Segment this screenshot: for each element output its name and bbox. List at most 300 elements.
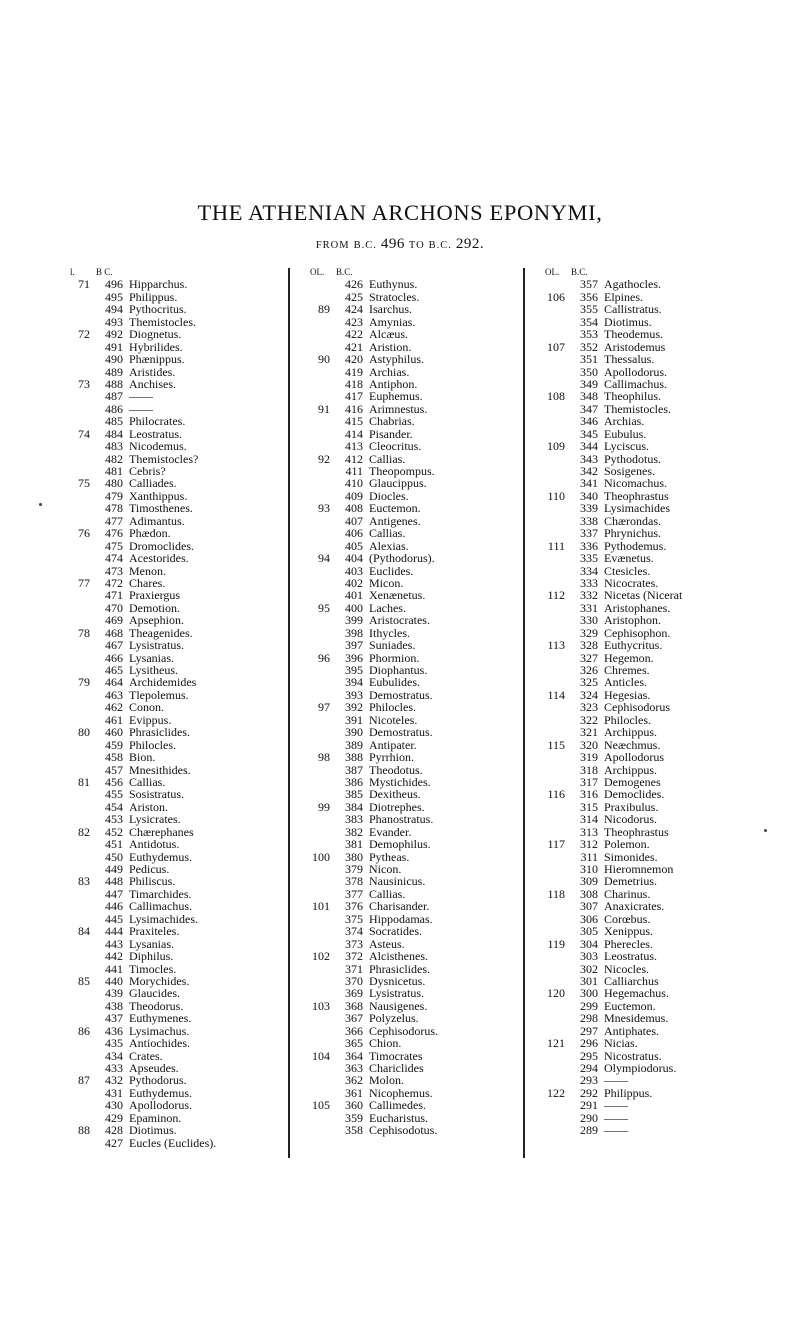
archon-name: Cephisodotus.: [369, 1123, 438, 1138]
archon-name: Corœbus.: [604, 911, 651, 926]
year-bc: 409: [345, 488, 363, 503]
archon-name: Theophrastus: [604, 824, 669, 839]
year-bc: 400: [345, 600, 363, 615]
archon-name: Ctesicles.: [604, 563, 651, 578]
archon-name: Lysanias.: [129, 650, 174, 665]
year-bc: 370: [345, 973, 363, 988]
archon-row: [60, 415, 292, 427]
year-bc: 421: [345, 339, 363, 354]
archon-row: [300, 813, 532, 825]
archon-name: Tlepolemus.: [129, 687, 189, 702]
year-bc: 292: [580, 1085, 598, 1100]
archon-row: [300, 1012, 532, 1024]
year-bc: 486: [105, 401, 123, 416]
archon-row: [535, 303, 767, 315]
archon-name: Philippus.: [129, 289, 178, 304]
year-bc: 442: [105, 949, 123, 964]
year-bc: 327: [580, 650, 598, 665]
year-bc: 339: [580, 501, 598, 516]
archon-name: Evander.: [369, 824, 412, 839]
year-bc: 478: [105, 501, 123, 516]
archon-name: Antipater.: [369, 737, 417, 752]
year-bc: 303: [580, 949, 598, 964]
archon-name: Pherecles.: [604, 936, 653, 951]
archon-name: Praxiergus: [129, 588, 181, 603]
archon-row: [60, 676, 292, 688]
archon-column-1: [60, 266, 292, 1149]
archon-row: [60, 851, 292, 863]
year-bc: 318: [580, 762, 598, 777]
year-bc: 441: [105, 961, 123, 976]
year-bc: 463: [105, 687, 123, 702]
archon-name: Cephisodorus.: [369, 1023, 438, 1038]
archon-name: Chærephanes: [129, 824, 194, 839]
year-bc: 394: [345, 675, 363, 690]
archon-row: [535, 676, 767, 688]
year-bc: 416: [345, 401, 363, 416]
archon-name: Cephisodorus: [604, 700, 670, 715]
archon-name: Ithycles.: [369, 625, 410, 640]
archon-row: [535, 1012, 767, 1024]
olympiad-number: 114: [547, 687, 565, 702]
year-bc: 431: [105, 1085, 123, 1100]
olympiad-number: 103: [312, 998, 330, 1013]
archon-row: [300, 403, 532, 415]
archon-name: Elpines.: [604, 289, 643, 304]
archon-name: Callimedes.: [369, 1098, 426, 1113]
year-bc: 465: [105, 663, 123, 677]
archon-row: [535, 1112, 767, 1124]
subtitle-bc-start: B.C.: [353, 240, 377, 251]
archon-name: Anaxicrates.: [604, 899, 665, 914]
archon-name: Evænetus.: [604, 551, 654, 566]
year-bc: 358: [345, 1123, 363, 1138]
year-bc: 306: [580, 911, 598, 926]
archon-row: [60, 278, 292, 290]
year-bc: 412: [345, 451, 363, 466]
archon-row: [60, 639, 292, 651]
year-bc: 425: [345, 289, 363, 304]
olympiad-number: 72: [78, 327, 90, 342]
archon-name: Leostratus.: [604, 949, 657, 964]
year-bc: 369: [345, 986, 363, 1001]
archon-name: Theagenides.: [129, 625, 193, 640]
archon-row: [60, 328, 292, 340]
year-bc: 389: [345, 737, 363, 752]
olympiad-number: 93: [318, 501, 330, 516]
year-bc: 311: [580, 849, 598, 864]
archon-row: [60, 366, 292, 378]
year-bc: 458: [105, 750, 123, 765]
archon-row: [60, 838, 292, 850]
archon-row: [535, 1037, 767, 1049]
archon-row: [60, 1124, 292, 1136]
year-bc: 319: [580, 750, 598, 765]
year-bc: 411: [345, 464, 363, 478]
year-bc: 300: [580, 986, 598, 1001]
olympiad-number: 94: [318, 551, 330, 566]
header-year-bc: B.C.: [336, 267, 353, 277]
archon-name: Callimachus.: [604, 376, 667, 391]
year-bc: 427: [105, 1135, 123, 1150]
year-bc: 451: [105, 837, 123, 852]
archon-row: [60, 875, 292, 887]
olympiad-number: 81: [78, 774, 90, 789]
archon-row: [60, 477, 292, 489]
archon-row: [60, 900, 292, 912]
archon-name: Astyphilus.: [369, 352, 425, 367]
archon-row: [60, 813, 292, 825]
year-bc: 432: [105, 1073, 123, 1088]
archon-row: [60, 925, 292, 937]
year-bc: 456: [105, 774, 123, 789]
year-bc: 475: [105, 538, 123, 553]
archon-name: Pythodotus.: [604, 451, 662, 466]
archon-row: [300, 527, 532, 539]
archon-name: Nicostratus.: [604, 1048, 662, 1063]
archon-name: Theophrastus: [604, 488, 669, 503]
archon-name: Philippus.: [604, 1085, 653, 1100]
year-bc: 396: [345, 650, 363, 665]
archon-name: Chion.: [369, 1036, 402, 1051]
archon-row: [60, 440, 292, 452]
year-bc: 332: [580, 588, 598, 603]
archon-row: [535, 652, 767, 664]
year-bc: 314: [580, 812, 598, 827]
archon-row: [300, 477, 532, 489]
archon-name: Aristides.: [129, 364, 176, 379]
archon-name: Arimnestus.: [369, 401, 428, 416]
year-bc: 406: [345, 526, 363, 541]
archon-row: [60, 378, 292, 390]
year-bc: 368: [345, 998, 363, 1013]
archon-name: Eubulides.: [369, 675, 420, 690]
archon-name: Nicodorus.: [604, 812, 657, 827]
archon-name: Pythocritus.: [129, 302, 187, 317]
archon-name: Dysnicetus.: [369, 973, 426, 988]
archon-row: [300, 1037, 532, 1049]
archon-row: [535, 987, 767, 999]
archon-name: Timocles.: [129, 961, 177, 976]
archon-name: Nicias.: [604, 1036, 638, 1051]
year-bc: 418: [345, 376, 363, 391]
archon-name: Dexitheus.: [369, 787, 421, 802]
year-bc: 321: [580, 725, 598, 740]
archon-row: [300, 303, 532, 315]
archon-name: Lysimachus.: [129, 1023, 190, 1038]
olympiad-number: 84: [78, 924, 90, 939]
archon-name: Hegemachus.: [604, 986, 669, 1001]
archon-name: Nicophemus.: [369, 1085, 433, 1100]
olympiad-number: 119: [547, 936, 565, 951]
archon-row: [300, 440, 532, 452]
archon-row: [300, 502, 532, 514]
year-bc: 419: [345, 364, 363, 379]
year-bc: 494: [105, 302, 123, 317]
archon-row: [535, 428, 767, 440]
olympiad-number: 74: [78, 426, 90, 441]
year-bc: 388: [345, 750, 363, 765]
year-bc: 435: [105, 1036, 123, 1051]
year-bc: 492: [105, 327, 123, 342]
archon-row: [535, 527, 767, 539]
archon-row: [60, 565, 292, 577]
archon-name: Euthydemus.: [129, 849, 192, 864]
archon-row: [300, 1074, 532, 1086]
year-bc: 299: [580, 998, 598, 1013]
archon-name: Asteus.: [369, 936, 405, 951]
archon-name: Apseudes.: [129, 1061, 179, 1075]
subtitle-to: TO: [408, 240, 425, 251]
archon-name: Lysistratus.: [369, 986, 425, 1001]
archon-name: Eubulus.: [604, 426, 647, 441]
archon-name: Chabrias.: [369, 414, 415, 429]
year-bc: 384: [345, 799, 363, 814]
archon-name: Antiphon.: [369, 376, 418, 391]
olympiad-number: 76: [78, 526, 90, 541]
archon-row: [300, 739, 532, 751]
archon-row: [300, 278, 532, 290]
archon-name: Apollodorus.: [129, 1098, 192, 1113]
archon-row: [535, 1025, 767, 1037]
archon-name: Archias.: [604, 414, 645, 429]
archon-name: Nicon.: [369, 862, 402, 876]
archon-name: Eucles (Euclides).: [129, 1135, 217, 1150]
year-bc: 483: [105, 439, 123, 454]
archon-name: Theodorus.: [129, 998, 184, 1013]
archon-row: [60, 502, 292, 514]
year-bc: 381: [345, 837, 363, 852]
archon-name: Hieromnemon: [604, 862, 674, 876]
archon-row: [300, 328, 532, 340]
year-bc: 374: [345, 924, 363, 939]
archon-row: [300, 900, 532, 912]
olympiad-number: 97: [318, 700, 330, 715]
archon-row: [300, 1124, 532, 1136]
year-bc: 353: [580, 327, 598, 342]
olympiad-number: 104: [312, 1048, 330, 1063]
archon-name: Apsephion.: [129, 613, 184, 628]
archon-row: [535, 328, 767, 340]
archon-row: [60, 689, 292, 701]
year-bc: 430: [105, 1098, 123, 1113]
archon-row: [300, 1025, 532, 1037]
archon-row: [60, 1037, 292, 1049]
year-bc: 378: [345, 874, 363, 889]
archon-name: Timarchides.: [129, 886, 192, 901]
year-bc: 424: [345, 302, 363, 317]
olympiad-number: 107: [547, 339, 565, 354]
year-bc: 360: [345, 1098, 363, 1113]
archon-name: Xenippus.: [604, 924, 653, 939]
archon-name: Nicocrates.: [604, 575, 659, 590]
archon-name: Xenænetus.: [369, 588, 426, 603]
archon-name: Philocles.: [129, 737, 176, 752]
archon-row: [535, 875, 767, 887]
archon-name: Lysistratus.: [129, 638, 185, 653]
archon-name: Nicodemus.: [129, 439, 187, 454]
archon-row: [60, 390, 292, 402]
year-bc: 317: [580, 774, 598, 789]
archon-row: [535, 552, 767, 564]
margin-speck: [764, 829, 767, 832]
archon-row: [535, 1124, 767, 1136]
year-bc: 457: [105, 762, 123, 777]
olympiad-number: 102: [312, 949, 330, 964]
year-bc: 479: [105, 488, 123, 503]
archon-name: Pisander.: [369, 426, 413, 441]
archon-column-3: [535, 266, 767, 1137]
year-bc: 452: [105, 824, 123, 839]
year-bc: 356: [580, 289, 598, 304]
archon-name: Antidotus.: [129, 837, 180, 852]
archon-row: [300, 1062, 532, 1074]
archon-name: Philocles.: [369, 700, 416, 715]
year-bc: 315: [580, 799, 598, 814]
olympiad-number: 90: [318, 352, 330, 367]
archon-name: Nicoteles.: [369, 712, 418, 727]
archon-name: Theodotus.: [369, 762, 423, 777]
archon-name: Phædon.: [129, 526, 171, 541]
year-bc: 352: [580, 339, 598, 354]
archon-name: Diotimus.: [604, 314, 652, 329]
archon-name: Pytheas.: [369, 849, 410, 864]
archon-name: Aristophon.: [604, 613, 661, 628]
year-bc: 290: [580, 1110, 598, 1125]
archon-name: Calliades.: [129, 476, 177, 491]
year-bc: 487: [105, 389, 123, 404]
year-bc: 481: [105, 464, 123, 478]
header-year-bc: B.C.: [571, 267, 588, 277]
archon-row: [300, 353, 532, 365]
archon-name: Praxibulus.: [604, 799, 659, 814]
year-bc: 397: [345, 638, 363, 653]
header-olympiad: OL.: [545, 267, 560, 277]
archon-row: [535, 1062, 767, 1074]
year-bc: 443: [105, 936, 123, 951]
archon-row: [535, 639, 767, 651]
archon-name: Diocles.: [369, 488, 409, 503]
archon-name: Chremes.: [604, 663, 650, 677]
year-bc: 464: [105, 675, 123, 690]
year-bc: 344: [580, 439, 598, 454]
archon-row: [60, 788, 292, 800]
archon-name: Archippus.: [604, 762, 657, 777]
subtitle-year-start: 496: [380, 236, 405, 252]
year-bc: 474: [105, 551, 123, 566]
year-bc: 426: [345, 277, 363, 292]
year-bc: 341: [580, 476, 598, 491]
archon-name: Demotion.: [129, 600, 180, 615]
olympiad-number: 106: [547, 289, 565, 304]
year-bc: 468: [105, 625, 123, 640]
archon-name: Chærondas.: [604, 513, 661, 528]
year-bc: 320: [580, 737, 598, 752]
archon-row: [60, 552, 292, 564]
year-bc: 313: [580, 824, 598, 839]
archon-row: [535, 726, 767, 738]
archon-name: Chares.: [129, 575, 166, 590]
olympiad-number: 96: [318, 650, 330, 665]
archon-name: Nausigenes.: [369, 998, 428, 1013]
archon-name: Epaminon.: [129, 1110, 182, 1125]
archon-name: Alexias.: [369, 538, 409, 553]
year-bc: 460: [105, 725, 123, 740]
year-bc: 357: [580, 277, 598, 292]
year-bc: 325: [580, 675, 598, 690]
archon-row: [300, 415, 532, 427]
year-bc: 434: [105, 1048, 123, 1063]
archon-row: [535, 900, 767, 912]
archon-row: [60, 1012, 292, 1024]
archon-column-2: [300, 266, 532, 1137]
archon-row: [60, 764, 292, 776]
year-bc: 312: [580, 837, 598, 852]
archon-name: Hegemon.: [604, 650, 654, 665]
year-bc: 467: [105, 638, 123, 653]
archon-row: [60, 1099, 292, 1111]
archon-name: Hippodamas.: [369, 911, 433, 926]
archon-name: Phormion.: [369, 650, 420, 665]
year-bc: 410: [345, 476, 363, 491]
year-bc: 380: [345, 849, 363, 864]
year-bc: 333: [580, 575, 598, 590]
year-bc: 433: [105, 1061, 123, 1075]
archon-name: Archippus.: [604, 725, 657, 740]
year-bc: 336: [580, 538, 598, 553]
year-bc: 289: [580, 1123, 598, 1138]
olympiad-number: 77: [78, 575, 90, 590]
year-bc: 307: [580, 899, 598, 914]
archon-name: Mnesithides.: [129, 762, 191, 777]
margin-speck: [39, 503, 42, 506]
olympiad-number: 113: [547, 638, 565, 653]
archon-row: [60, 726, 292, 738]
column-rule: [288, 268, 290, 1158]
archon-row: [300, 614, 532, 626]
archon-row: [300, 950, 532, 962]
archon-name: Suniades.: [369, 638, 416, 653]
archon-name: Demophilus.: [369, 837, 431, 852]
archon-row: [535, 1087, 767, 1099]
year-bc: 488: [105, 376, 123, 391]
year-bc: 346: [580, 414, 598, 429]
year-bc: 304: [580, 936, 598, 951]
year-bc: 367: [345, 1011, 363, 1026]
archon-row: [60, 751, 292, 763]
archon-row: [535, 788, 767, 800]
olympiad-number: 122: [547, 1085, 565, 1100]
archon-name: Cebris?: [129, 464, 166, 478]
archon-row: [60, 701, 292, 713]
year-bc: 470: [105, 600, 123, 615]
year-bc: 495: [105, 289, 123, 304]
year-bc: 354: [580, 314, 598, 329]
archon-row: [535, 751, 767, 763]
archon-name: Diognetus.: [129, 327, 182, 342]
olympiad-number: 87: [78, 1073, 90, 1088]
year-bc: 386: [345, 774, 363, 789]
archon-name: Philocles.: [604, 712, 651, 727]
year-bc: 407: [345, 513, 363, 528]
archon-name: Mnesidemus.: [604, 1011, 669, 1026]
header-olympiad: OL.: [310, 267, 325, 277]
year-bc: 379: [345, 862, 363, 876]
archon-name: Polyzelus.: [369, 1011, 419, 1026]
archon-row: [300, 726, 532, 738]
archon-name: Thessalus.: [604, 352, 655, 367]
year-bc: 359: [345, 1110, 363, 1125]
